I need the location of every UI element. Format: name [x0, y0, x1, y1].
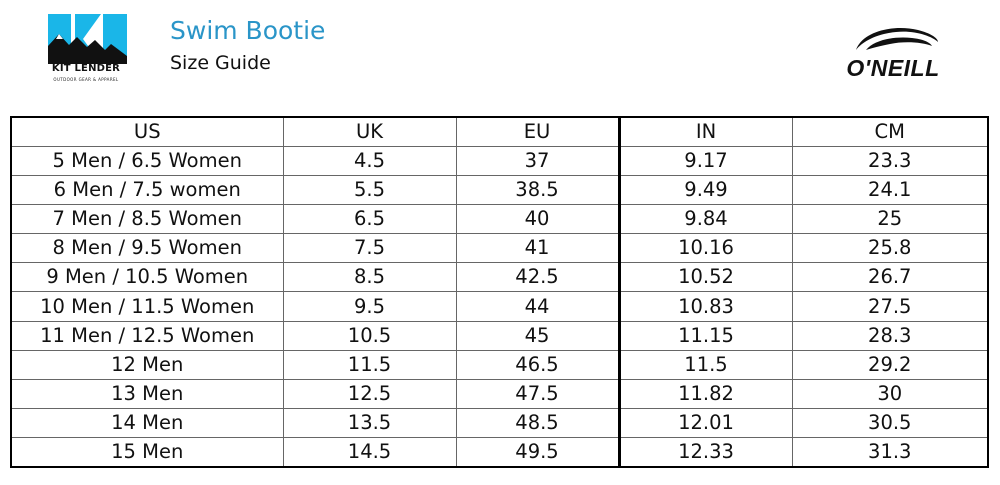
cell-uk: 4.5 — [283, 146, 456, 175]
cell-eu: 41 — [456, 234, 619, 263]
column-header-cm: CM — [792, 117, 988, 146]
brand-tagline: OUTDOOR GEAR & APPAREL — [53, 77, 119, 82]
oneill-wave-logo-icon — [852, 24, 940, 58]
cell-us: 6 Men / 7.5 women — [11, 175, 283, 204]
cell-us: 8 Men / 9.5 Women — [11, 234, 283, 263]
cell-eu: 37 — [456, 146, 619, 175]
table-row — [11, 350, 988, 379]
cell-us: 12 Men — [11, 350, 283, 379]
cell-eu: 47.5 — [456, 379, 619, 408]
cell-eu: 46.5 — [456, 350, 619, 379]
cell-in: 10.83 — [619, 292, 792, 321]
column-header-in: IN — [619, 117, 792, 146]
cell-us: 14 Men — [11, 409, 283, 438]
cell-uk: 9.5 — [283, 292, 456, 321]
cell-cm: 29.2 — [792, 350, 988, 379]
cell-uk: 6.5 — [283, 204, 456, 233]
column-header-eu: EU — [456, 117, 619, 146]
partner-logo-text: O'NEILL — [846, 55, 940, 81]
cell-uk: 11.5 — [283, 350, 456, 379]
cell-cm: 24.1 — [792, 175, 988, 204]
table-row — [11, 175, 988, 204]
cell-in: 12.01 — [619, 409, 792, 438]
column-header-uk: UK — [283, 117, 456, 146]
cell-us: 7 Men / 8.5 Women — [11, 204, 283, 233]
cell-in: 9.49 — [619, 175, 792, 204]
cell-cm: 26.7 — [792, 263, 988, 292]
table-row — [11, 204, 988, 233]
cell-us: 5 Men / 6.5 Women — [11, 146, 283, 175]
cell-cm: 30 — [792, 379, 988, 408]
cell-uk: 12.5 — [283, 379, 456, 408]
cell-eu: 45 — [456, 321, 619, 350]
cell-cm: 23.3 — [792, 146, 988, 175]
table-row — [11, 146, 988, 175]
cell-uk: 13.5 — [283, 409, 456, 438]
brand-name: KIT LENDER — [51, 63, 121, 74]
cell-eu: 49.5 — [456, 438, 619, 467]
cell-in: 11.5 — [619, 350, 792, 379]
cell-eu: 40 — [456, 204, 619, 233]
cell-eu: 48.5 — [456, 409, 619, 438]
cell-cm: 30.5 — [792, 409, 988, 438]
cell-uk: 14.5 — [283, 438, 456, 467]
cell-us: 13 Men — [11, 379, 283, 408]
table-row — [11, 321, 988, 350]
cell-eu: 38.5 — [456, 175, 619, 204]
cell-us: 9 Men / 10.5 Women — [11, 263, 283, 292]
table-row — [11, 409, 988, 438]
cell-in: 10.16 — [619, 234, 792, 263]
table-row — [11, 234, 988, 263]
table-row — [11, 438, 988, 467]
cell-uk: 7.5 — [283, 234, 456, 263]
cell-in: 12.33 — [619, 438, 792, 467]
cell-cm: 31.3 — [792, 438, 988, 467]
table-row — [11, 379, 988, 408]
cell-eu: 44 — [456, 292, 619, 321]
cell-uk: 8.5 — [283, 263, 456, 292]
table-header-row — [11, 117, 988, 146]
cell-cm: 25.8 — [792, 234, 988, 263]
column-header-us: US — [11, 117, 283, 146]
cell-in: 9.84 — [619, 204, 792, 233]
cell-in: 11.15 — [619, 321, 792, 350]
cell-in: 10.52 — [619, 263, 792, 292]
page-subtitle: Size Guide — [170, 52, 271, 74]
table-row — [11, 263, 988, 292]
cell-uk: 5.5 — [283, 175, 456, 204]
cell-in: 9.17 — [619, 146, 792, 175]
size-guide-table — [10, 116, 989, 468]
cell-uk: 10.5 — [283, 321, 456, 350]
cell-us: 15 Men — [11, 438, 283, 467]
cell-cm: 28.3 — [792, 321, 988, 350]
cell-in: 11.82 — [619, 379, 792, 408]
cell-us: 10 Men / 11.5 Women — [11, 292, 283, 321]
table-row — [11, 292, 988, 321]
cell-cm: 25 — [792, 204, 988, 233]
cell-cm: 27.5 — [792, 292, 988, 321]
page-title: Swim Bootie — [170, 16, 326, 45]
cell-eu: 42.5 — [456, 263, 619, 292]
cell-us: 11 Men / 12.5 Women — [11, 321, 283, 350]
